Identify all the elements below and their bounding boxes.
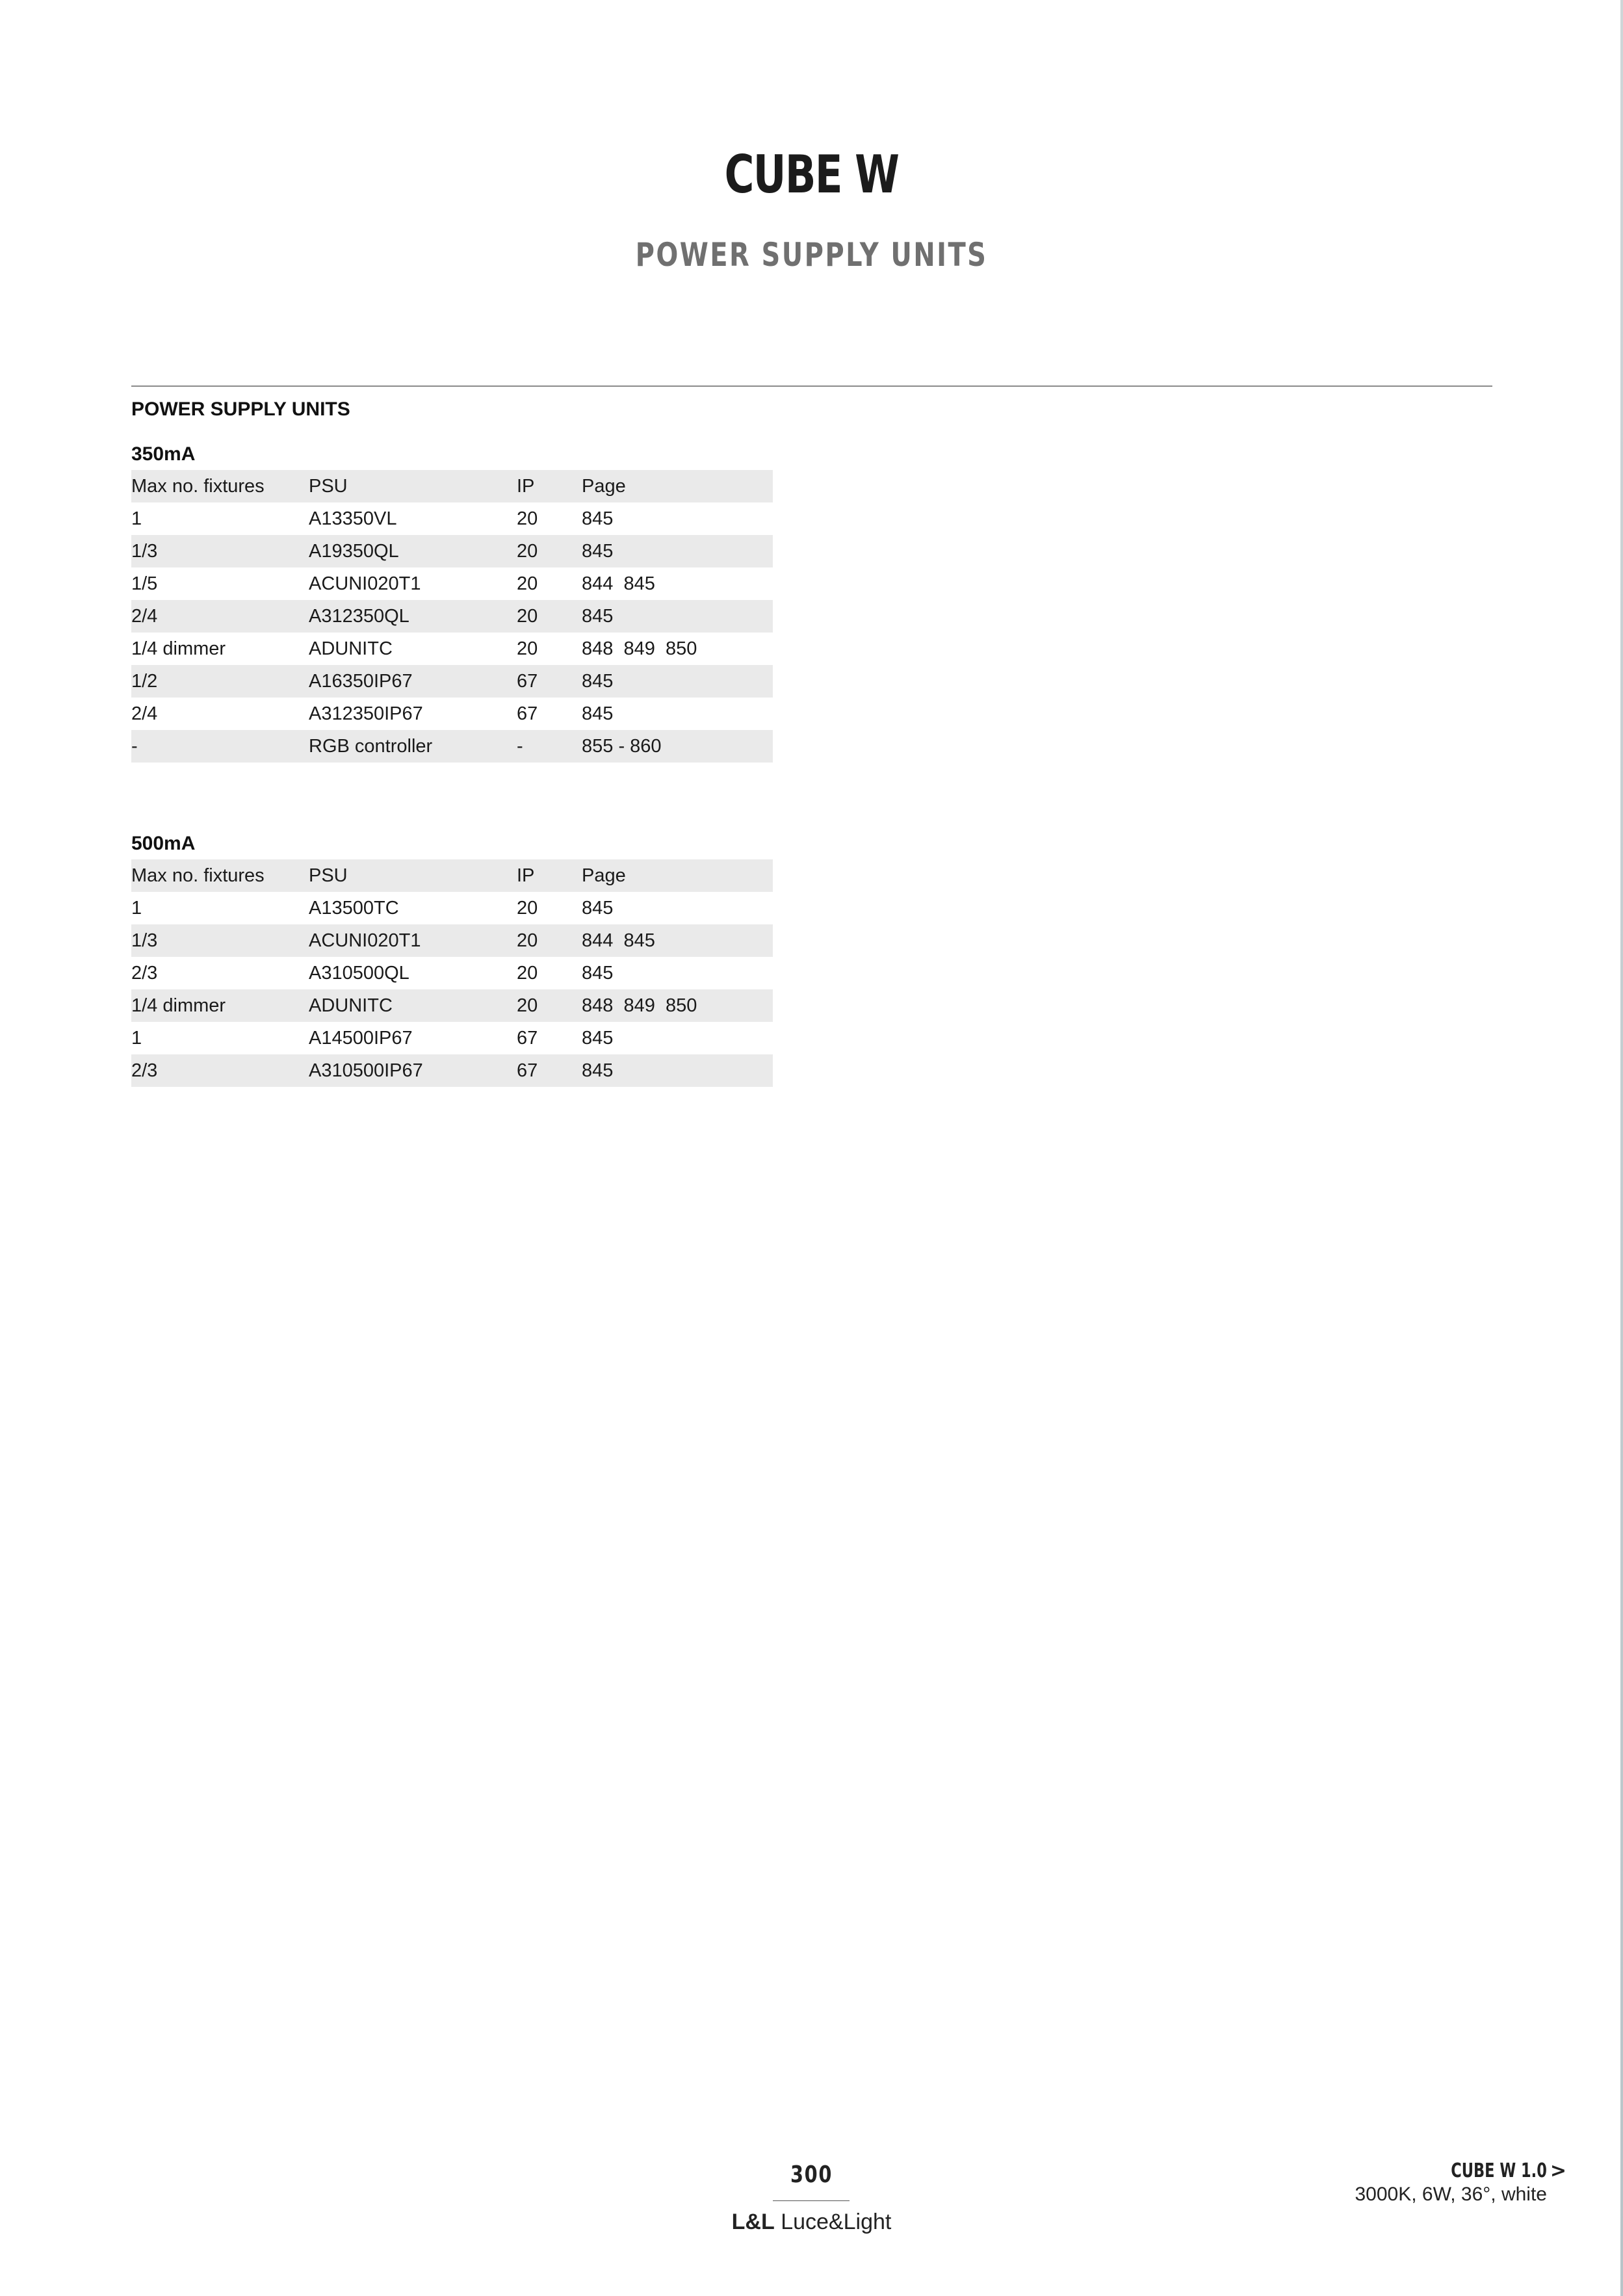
table-cell: 20 [517,508,538,529]
table-cell: 845 [582,897,614,919]
psu-table-350ma [131,470,773,763]
table-cell: 20 [517,897,538,919]
chevron-right-icon: > [1550,2159,1566,2182]
table-row [131,535,773,567]
page-subtitle: POWER SUPPLY UNITS [635,236,988,274]
page-number: 300 [790,2161,833,2188]
table-cell: 844 845 [582,930,655,951]
table-row [131,730,773,763]
table-cell: ACUNI020T1 [309,930,421,951]
column-header: Max no. fixtures [131,475,265,497]
table-cell: A310500IP67 [309,1060,423,1081]
table-cell: 2/4 [131,605,158,627]
group-heading-350ma: 350mA [131,443,196,465]
table-cell: 1/3 [131,540,158,562]
table-cell: A13350VL [309,508,397,529]
group-heading-500ma: 500mA [131,833,196,854]
table-cell: 848 849 850 [582,995,697,1016]
brand-logo [0,2210,1623,2235]
table-cell: 1/5 [131,573,158,594]
table-header-row [131,859,773,892]
table-cell: ADUNITC [309,995,393,1016]
section-divider [131,385,1492,387]
psu-table-500ma [131,859,773,1087]
table-cell: - [131,735,138,757]
next-product-link[interactable] [1355,2159,1566,2206]
column-header: Max no. fixtures [131,865,265,886]
table-cell: 1/4 dimmer [131,995,226,1016]
column-header: IP [517,865,535,886]
table-header-row [131,470,773,502]
section-heading: POWER SUPPLY UNITS [131,398,350,420]
table-cell: A310500QL [309,962,409,984]
table-cell: 845 [582,508,614,529]
brand-name: Luce&Light [781,2210,892,2234]
table-cell: A19350QL [309,540,399,562]
table-row [131,600,773,633]
table-cell: 2/3 [131,962,158,984]
table-row [131,989,773,1022]
table-cell: 845 [582,605,614,627]
page-number-rule [773,2200,850,2201]
table-row [131,633,773,665]
table-cell: 845 [582,703,614,724]
table-cell: 67 [517,1027,538,1049]
table-row [131,1054,773,1087]
table-cell: 2/3 [131,1060,158,1081]
table-cell: 67 [517,670,538,692]
column-header: PSU [309,475,348,497]
column-header: IP [517,475,535,497]
table-cell: ACUNI020T1 [309,573,421,594]
table-cell: 1 [131,508,142,529]
table-cell: 67 [517,703,538,724]
page-title: CUBE W [724,144,899,205]
table-cell: 20 [517,540,538,562]
table-cell: A312350QL [309,605,409,627]
table-row [131,924,773,957]
table-row [131,698,773,730]
table-cell: 845 [582,540,614,562]
table-cell: 1/2 [131,670,158,692]
table-cell: 1 [131,1027,142,1049]
column-header: PSU [309,865,348,886]
table-cell: RGB controller [309,735,433,757]
table-cell: 67 [517,1060,538,1081]
table-cell: 845 [582,1027,614,1049]
column-header: Page [582,865,626,886]
table-cell: A13500TC [309,897,399,919]
table-row [131,957,773,989]
table-cell: 845 [582,962,614,984]
table-cell: 1 [131,897,142,919]
table-cell: A312350IP67 [309,703,423,724]
table-cell: 855 - 860 [582,735,662,757]
table-cell: 20 [517,995,538,1016]
table-cell: 845 [582,1060,614,1081]
table-cell: 20 [517,573,538,594]
column-header: Page [582,475,626,497]
table-cell: 1/4 dimmer [131,638,226,659]
table-cell: 20 [517,605,538,627]
table-cell: 845 [582,670,614,692]
table-cell: - [517,735,523,757]
table-cell: 20 [517,962,538,984]
table-row [131,1022,773,1054]
table-cell: 20 [517,638,538,659]
page-edge-strip [1620,0,1623,2296]
next-product-name: CUBE W 1.0 [1451,2159,1547,2182]
table-cell: ADUNITC [309,638,393,659]
table-row [131,665,773,698]
table-cell: 844 845 [582,573,655,594]
brand-short: L&L [731,2210,775,2234]
table-cell: A14500IP67 [309,1027,413,1049]
table-cell: 1/3 [131,930,158,951]
table-cell: A16350IP67 [309,670,413,692]
table-row [131,502,773,535]
table-row [131,567,773,600]
table-row [131,892,773,924]
table-cell: 848 849 850 [582,638,697,659]
table-cell: 20 [517,930,538,951]
table-cell: 2/4 [131,703,158,724]
next-product-spec: 3000K, 6W, 36°, white [1355,2184,1547,2205]
